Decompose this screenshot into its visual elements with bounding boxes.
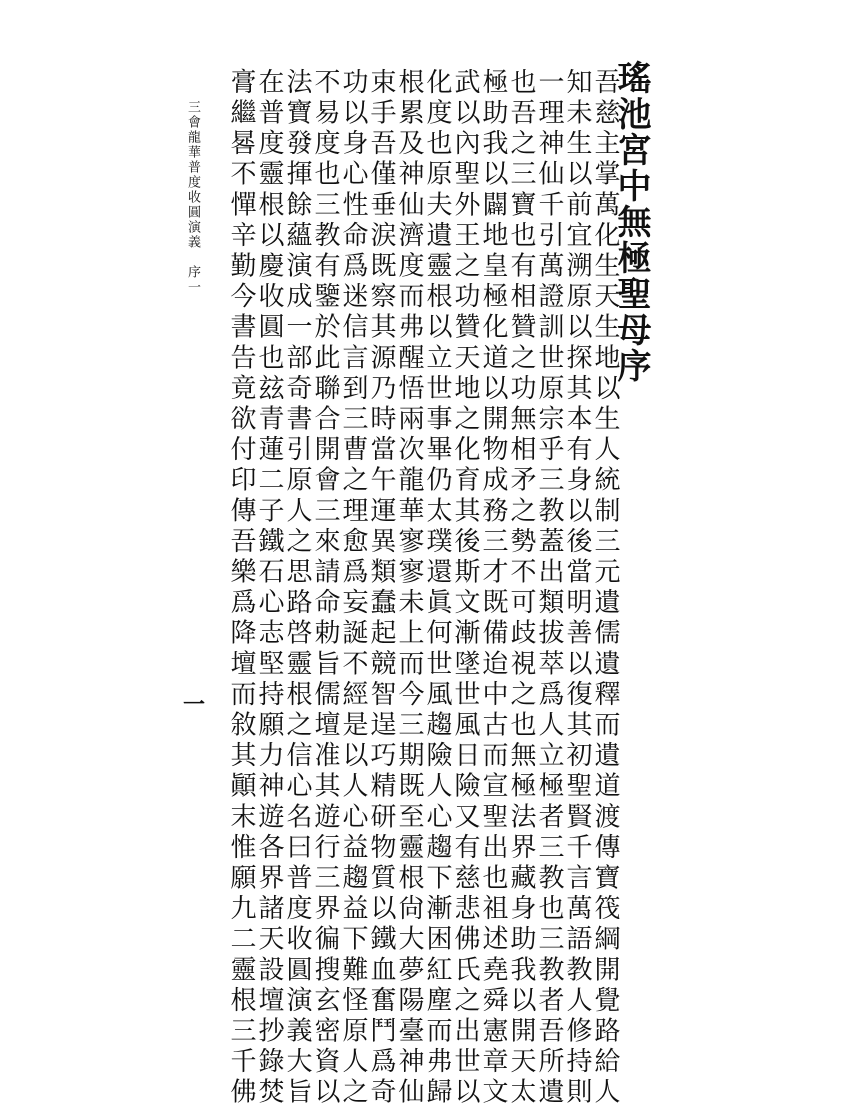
text-column: 法寶發揮餘蘊演成一部奇書引原人之思路啓靈根之信心名曰普度收圓演義大旨 xyxy=(282,68,312,1108)
text-column: 不易度也三教有鑒於此聯合開會三來請命勅旨儒壇准其遊行三界徧搜玄密資以 xyxy=(310,68,340,1108)
text-column: 化度也原夫遺靈根以立世事畢仍太璞還眞何世風趨險人心趨下漸困紅塵而弗歸 xyxy=(422,68,452,1108)
text-column: 也吾之三寶也有相贊之功無相矛之勢不可歧視之也無極法界藏身助我以開天太 xyxy=(506,68,536,1108)
preface-title: 瑤池宮中無極聖母序 xyxy=(611,60,651,384)
text-column: 膏繼晷不憚辛勤今書告竟欲付印傳吾樂爲降壇而敘其顚末惟願九二靈根三千佛 xyxy=(226,68,256,1108)
running-title: 三會龍華普度收圓演義 序一 xyxy=(185,100,200,295)
text-column: 根累及神仙濟度而弗醒悟兩次龍華寥寥未上而今三期既至靈根尙大夢陽臺神仙 xyxy=(394,68,424,1108)
text-column: 吾慈主掌萬化生天生地以生人統制三元遺儒遺釋而遺道渡傳寶筏綱開覺路給人 xyxy=(590,68,620,1108)
text-column: 在普度靈根以慶收圓也玆青蓮二子鐵石心志堅持願力神遊各界諸天設壇抄錄焚 xyxy=(254,68,284,1108)
text-column: 功以身心性命爲迷信言到三曹之理愈爲妄誕不經是以人心益趨益下難怪原人之 xyxy=(338,68,368,1108)
text-column: 極助我以闢地皇極化道以開物成務三才既備迨中古而宣聖出也祖述堯舜憲章文 xyxy=(478,68,508,1108)
text-column: 一理神仙千引萬證訓世原宗乎三教蓋出類拔萃爲人立極者三教也三教者吾所遺 xyxy=(534,68,564,1108)
page-number: 一 xyxy=(183,692,206,718)
text-column: 知未生以前宜溯原以探其本有身以後當明善以復其初聖賢千言萬語教人修持則 xyxy=(562,68,592,1108)
text-column: 束手吾僅垂涙既察其源乃時當午運異類蠢起競智逞巧精研物質以鐵血奮鬥爲奇 xyxy=(366,68,396,1108)
text-column: 武以內聖外王之功贊天地之化育其後斯文漸墜世風日險又有慈悲佛氏之出世以 xyxy=(450,68,480,1108)
